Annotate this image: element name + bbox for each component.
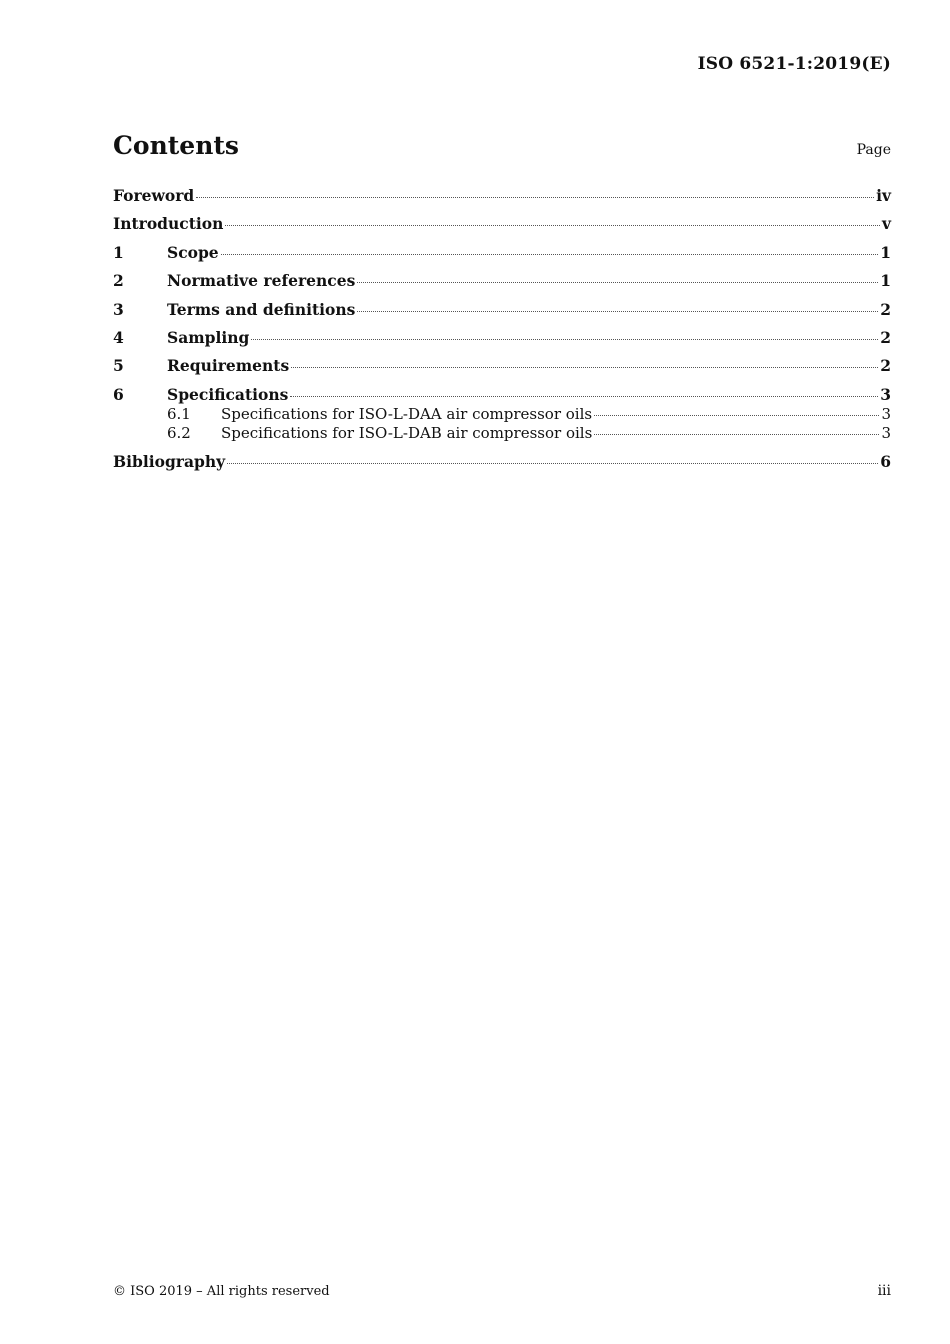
toc-entry-page: 2 xyxy=(880,300,891,319)
page-column-label: Page xyxy=(856,142,891,158)
toc-leader-dots xyxy=(196,197,874,198)
toc-entry-foreword[interactable] xyxy=(113,186,891,205)
toc-entry-page: v xyxy=(881,214,891,233)
toc-entry-number: 6.2 xyxy=(167,424,191,442)
toc-entry-title: Scope xyxy=(167,243,219,262)
toc-entry-sampling[interactable] xyxy=(113,328,891,347)
toc-entry-page: 6 xyxy=(880,452,891,471)
toc-entry-page: 1 xyxy=(880,271,891,290)
toc-leader-dots xyxy=(221,254,879,255)
toc-entry-title: Terms and definitions xyxy=(167,300,356,319)
toc-leader-dots xyxy=(290,396,878,397)
toc-entry-title: Bibliography xyxy=(113,452,226,471)
toc-entry-number: 3 xyxy=(113,300,124,319)
toc-entry-scope[interactable] xyxy=(113,243,891,262)
contents-heading: Contents xyxy=(113,131,240,160)
toc-entry-title: Specifications for ISO-L-DAA air compressor oils xyxy=(221,405,593,423)
toc-entry-specifications-dab[interactable] xyxy=(113,424,891,442)
toc-entry-title: Specifications xyxy=(167,385,289,404)
footer-page-number: iii xyxy=(877,1283,891,1299)
toc-entry-number: 4 xyxy=(113,328,124,347)
toc-entry-title: Sampling xyxy=(167,328,250,347)
toc-entry-requirements[interactable] xyxy=(113,356,891,375)
toc-entry-number: 5 xyxy=(113,356,124,375)
toc-entry-page: 3 xyxy=(881,424,891,442)
toc-entry-title: Normative references xyxy=(167,271,356,290)
toc-entry-page: 3 xyxy=(880,385,891,404)
toc-entry-introduction[interactable] xyxy=(113,214,891,233)
toc-leader-dots xyxy=(594,434,879,435)
toc-entry-number: 6 xyxy=(113,385,124,404)
toc-leader-dots xyxy=(251,339,878,340)
toc-leader-dots xyxy=(291,367,878,368)
toc-entry-title: Requirements xyxy=(167,356,290,375)
toc-leader-dots xyxy=(357,282,878,283)
toc-leader-dots xyxy=(227,463,878,464)
toc-entry-number: 6.1 xyxy=(167,405,191,423)
toc-entry-title: Introduction xyxy=(113,214,224,233)
toc-entry-number: 2 xyxy=(113,271,124,290)
toc-entry-page: 3 xyxy=(881,405,891,423)
toc-leader-dots xyxy=(594,415,879,416)
toc-entry-page: 2 xyxy=(880,356,891,375)
toc-entry-title: Foreword xyxy=(113,186,195,205)
toc-entry-bibliography[interactable] xyxy=(113,452,891,471)
toc-entry-terms-and-definitions[interactable] xyxy=(113,300,891,319)
toc-entry-title: Specifications for ISO-L-DAB air compressor oils xyxy=(221,424,593,442)
toc-entry-page: iv xyxy=(876,186,891,205)
toc-entry-number: 1 xyxy=(113,243,124,262)
toc-entry-page: 1 xyxy=(880,243,891,262)
toc-entry-normative-references[interactable] xyxy=(113,271,891,290)
footer-copyright: © ISO 2019 – All rights reserved xyxy=(113,1284,330,1299)
toc-leader-dots xyxy=(357,311,878,312)
toc-leader-dots xyxy=(225,225,880,226)
toc-entry-page: 2 xyxy=(880,328,891,347)
toc-entry-specifications-daa[interactable] xyxy=(113,405,891,423)
toc-entry-specifications[interactable] xyxy=(113,385,891,404)
document-header-id: ISO 6521-1:2019(E) xyxy=(697,54,891,74)
